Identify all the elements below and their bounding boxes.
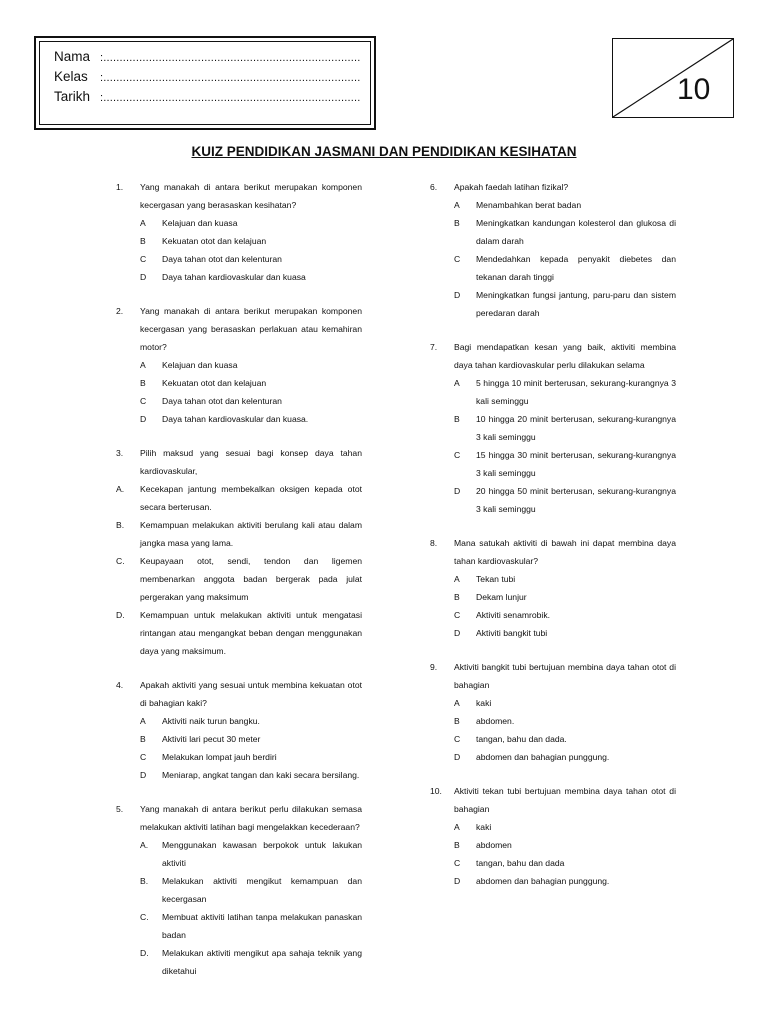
option-d[interactable]: D abdomen dan bahagian punggung. xyxy=(454,752,610,762)
question-4 xyxy=(116,676,362,784)
question-stem: 9. Aktiviti bangkit tubi bertujuan membina daya tahan otot di bahagian xyxy=(430,662,676,690)
student-info-box xyxy=(34,36,376,130)
question-9 xyxy=(430,658,676,766)
question-stem: 7. Bagi mendapatkan kesan yang baik, aktiviti membina daya tahan kardiovaskular perlu dilakukan selama xyxy=(430,342,676,370)
class-blank[interactable]: :............................................................................... xyxy=(100,72,361,84)
option-d[interactable]: D abdomen dan bahagian punggung. xyxy=(454,876,610,886)
option-b[interactable]: B. Melakukan aktiviti mengikut kemampuan dan kecergasan xyxy=(140,876,362,904)
option-a[interactable]: A Kelajuan dan kuasa xyxy=(140,360,238,370)
question-2 xyxy=(116,302,362,428)
option-d[interactable]: D. Kemampuan untuk melakukan aktiviti untuk mengatasi rintangan atau mengangkat beban dengan menggunakan daya yang maksimum. xyxy=(116,610,362,656)
option-d[interactable]: D 20 hingga 50 minit berterusan, sekurang-kurangnya 3 kali seminggu xyxy=(454,486,676,514)
date-label: Tarikh xyxy=(54,89,91,104)
question-stem: 8. Mana satukah aktiviti di bawah ini dapat membina daya tahan kardiovaskular? xyxy=(430,538,676,566)
option-b[interactable]: B Meningkatkan kandungan kolesterol dan glukosa di dalam darah xyxy=(454,218,676,246)
option-d[interactable]: D. Melakukan aktiviti mengikut apa sahaja teknik yang diketahui xyxy=(140,948,362,976)
question-8 xyxy=(430,534,676,642)
option-b[interactable]: B Kekuatan otot dan kelajuan xyxy=(140,378,267,388)
option-c[interactable]: C. Membuat aktiviti latihan tanpa melakukan panaskan badan xyxy=(140,912,362,940)
option-b[interactable]: B 10 hingga 20 minit berterusan, sekurang-kurangnya 3 kali seminggu xyxy=(454,414,676,442)
student-info-inner-border xyxy=(39,41,371,125)
date-field[interactable] xyxy=(54,89,361,106)
option-b[interactable]: B abdomen. xyxy=(454,716,515,726)
option-d[interactable]: D Meningkatkan fungsi jantung, paru-paru dan sistem peredaran darah xyxy=(454,290,676,318)
score-total: 10 xyxy=(677,73,711,106)
quiz-title: KUIZ PENDIDIKAN JASMANI DAN PENDIDIKAN KESIHATAN xyxy=(191,144,577,159)
option-b[interactable]: B Kekuatan otot dan kelajuan xyxy=(140,236,267,246)
option-d[interactable]: D Daya tahan kardiovaskular dan kuasa xyxy=(140,272,306,282)
option-b[interactable]: B Aktiviti lari pecut 30 meter xyxy=(140,734,261,744)
option-a[interactable]: A Kelajuan dan kuasa xyxy=(140,218,238,228)
option-a[interactable]: A Aktiviti naik turun bangku. xyxy=(140,716,260,726)
option-b[interactable]: B. Kemampuan melakukan aktiviti berulang kali atau dalam jangka masa yang lama. xyxy=(116,520,362,548)
question-stem: 2. Yang manakah di antara berikut merupakan komponen kecergasan yang berasaskan perlakuan atau kemahiran motor? xyxy=(116,306,362,352)
left-column xyxy=(116,178,362,996)
option-d[interactable]: D Meniarap, angkat tangan dan kaki secara bersilang. xyxy=(140,770,360,780)
question-10 xyxy=(430,782,676,890)
option-c[interactable]: C tangan, bahu dan dada xyxy=(454,858,565,868)
question-6 xyxy=(430,178,676,322)
option-c[interactable]: C tangan, bahu dan dada. xyxy=(454,734,567,744)
question-5 xyxy=(116,800,362,980)
option-c[interactable]: C Melakukan lompat jauh berdiri xyxy=(140,752,277,762)
class-field[interactable] xyxy=(54,69,361,86)
question-3 xyxy=(116,444,362,660)
option-c[interactable]: C Daya tahan otot dan kelenturan xyxy=(140,254,282,264)
option-c[interactable]: C 15 hingga 30 minit berterusan, sekurang-kurangnya 3 kali seminggu xyxy=(454,450,676,478)
class-label: Kelas xyxy=(54,69,88,84)
option-a[interactable]: A kaki xyxy=(454,698,492,708)
question-7 xyxy=(430,338,676,518)
option-a[interactable]: A kaki xyxy=(454,822,492,832)
right-column xyxy=(430,178,676,906)
option-d[interactable]: D Daya tahan kardiovaskular dan kuasa. xyxy=(140,414,309,424)
name-blank[interactable]: :............................................................................... xyxy=(100,52,361,64)
option-c[interactable]: C Mendedahkan kepada penyakit diebetes dan tekanan darah tinggi xyxy=(454,254,676,282)
score-box[interactable] xyxy=(612,38,734,118)
option-b[interactable]: B Dekam lunjur xyxy=(454,592,527,602)
date-blank[interactable]: :............................................................................... xyxy=(100,92,361,104)
name-label: Nama xyxy=(54,49,91,64)
option-c[interactable]: C Daya tahan otot dan kelenturan xyxy=(140,396,282,406)
question-stem: 3. Pilih maksud yang sesuai bagi konsep daya tahan kardiovaskular, xyxy=(116,448,362,476)
option-a[interactable]: A. Menggunakan kawasan berpokok untuk lakukan aktiviti xyxy=(140,840,362,868)
option-a[interactable]: A 5 hingga 10 minit berterusan, sekurang-kurangnya 3 kali seminggu xyxy=(454,378,676,406)
option-a[interactable]: A Tekan tubi xyxy=(454,574,516,584)
option-b[interactable]: B abdomen xyxy=(454,840,512,850)
option-c[interactable]: C Aktiviti senamrobik. xyxy=(454,610,551,620)
option-d[interactable]: D Aktiviti bangkit tubi xyxy=(454,628,548,638)
question-stem: 5. Yang manakah di antara berikut perlu dilakukan semasa melakukan aktiviti latihan bagi mengelakkan kecederaan? xyxy=(116,804,362,832)
question-stem: 1. Yang manakah di antara berikut merupakan komponen kecergasan yang berasaskan kesihatan? xyxy=(116,182,362,210)
question-stem: 6. Apakah faedah latihan fizikal? xyxy=(430,182,569,192)
score-divider-line xyxy=(613,39,733,117)
question-stem: 4. Apakah aktiviti yang sesuai untuk membina kekuatan otot di bahagian kaki? xyxy=(116,680,362,708)
option-a[interactable]: A. Kecekapan jantung membekalkan oksigen kepada otot secara berterusan. xyxy=(116,484,362,512)
question-1 xyxy=(116,178,362,286)
option-c[interactable]: C. Keupayaan otot, sendi, tendon dan ligemen membenarkan anggota badan bergerak pada julat pergerakan yang maksimum xyxy=(116,556,362,602)
name-field[interactable] xyxy=(54,49,361,66)
option-a[interactable]: A Menambahkan berat badan xyxy=(454,200,582,210)
question-stem: 10. Aktiviti tekan tubi bertujuan membina daya tahan otot di bahagian xyxy=(430,786,676,814)
